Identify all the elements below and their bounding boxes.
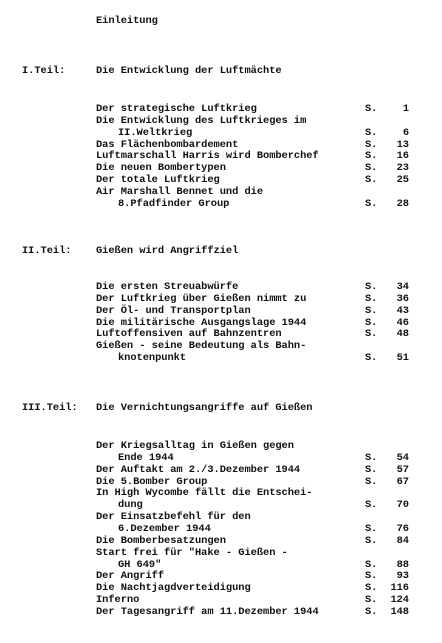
page-abbrev: S. (365, 352, 378, 365)
page-abbrev: S. (365, 292, 378, 305)
part-label: III.Teil: (22, 402, 78, 414)
page-abbrev: S. (365, 138, 378, 151)
toc-entry-line: Die Entwicklung des Luftkrieges im (96, 114, 307, 127)
page-abbrev: S. (365, 304, 378, 317)
part-label: I.Teil: (22, 65, 66, 77)
toc-entry-line: In High Wycombe fällt die Entschei- (96, 487, 313, 500)
page-number: 124 (390, 594, 409, 607)
toc-entry-line: Die ersten Streuabwürfe (96, 281, 239, 293)
page-number: 28 (396, 197, 409, 210)
page-number: 70 (396, 499, 409, 512)
page-abbrev: S. (365, 281, 378, 293)
page-number: 46 (396, 316, 409, 329)
part-title: Die Entwicklung der Luftmächte (96, 65, 282, 77)
page-abbrev: S. (365, 594, 378, 607)
toc-entry-line: Inferno (96, 594, 140, 607)
contents-heading: Einleitung (96, 15, 158, 27)
page-abbrev: S. (365, 126, 378, 139)
toc-entry-line: Start frei für "Hake - Gießen - (96, 546, 288, 559)
page-number: 93 (396, 570, 409, 583)
page-abbrev: S. (365, 570, 378, 583)
toc-entry-line: Der Einsatzbefehl für den (96, 511, 251, 524)
page-number: 54 (396, 451, 409, 464)
toc-entry-line: Der totale Luftkrieg (96, 174, 220, 187)
page-number: 16 (396, 150, 409, 163)
toc-entry-line: Der Tagesangriff am 11.Dezember 1944 (96, 605, 319, 618)
page-number: 57 (396, 463, 409, 476)
toc-entry-line: Air Marshall Bennet und die (96, 185, 264, 198)
page-number: 34 (396, 281, 409, 293)
page-abbrev: S. (365, 316, 378, 329)
toc-entry-line: Die Nachtjagdverteidigung (96, 582, 251, 595)
toc-entry-line: Der Luftkrieg über Gießen nimmt zu (96, 292, 307, 305)
toc-entry-line: Die 5.Bomber Group (96, 475, 208, 488)
page-abbrev: S. (365, 150, 378, 163)
page-abbrev: S. (365, 174, 378, 187)
part-label: II.Teil: (22, 245, 72, 257)
toc-entry-line: Die militärische Ausgangslage 1944 (96, 316, 307, 329)
toc-entry-line: 6.Dezember 1944 (118, 522, 211, 535)
page-number: 36 (396, 292, 409, 305)
toc-entry-line: Ende 1944 (118, 451, 174, 464)
page-abbrev: S. (365, 522, 378, 535)
page-abbrev: S. (365, 162, 378, 175)
toc-entry-line: Das Flächenbombardement (96, 138, 239, 151)
page-number: 116 (390, 582, 409, 595)
page-number: 84 (396, 534, 409, 547)
toc-entry-line: Die neuen Bombertypen (96, 162, 226, 175)
page-number: 51 (396, 352, 409, 365)
page-abbrev: S. (365, 605, 378, 618)
toc-entry-line: Gießen - seine Bedeutung als Bahn- (96, 340, 307, 353)
toc-entry-line: II.Weltkrieg (118, 126, 193, 139)
page-number: 13 (396, 138, 409, 151)
toc-entry-line: 8.Pfadfinder Group (118, 197, 230, 210)
page-abbrev: S. (365, 463, 378, 476)
toc-entry-line: knotenpunkt (118, 352, 187, 365)
page-number: 1 (402, 103, 409, 115)
toc-entry-line: Luftoffensiven auf Bahnzentren (96, 328, 282, 341)
page-number: 43 (396, 304, 409, 317)
page-abbrev: S. (365, 499, 378, 512)
part-title: Gießen wird Angriffziel (96, 245, 239, 257)
toc-entry-line: Der Angriff (96, 570, 165, 583)
page-abbrev: S. (365, 328, 378, 341)
page-number: 25 (396, 174, 409, 187)
page-number: 76 (396, 522, 409, 535)
toc-entry-line: Der Öl- und Transportplan (96, 304, 251, 317)
page-number: 88 (396, 558, 409, 571)
toc-entry-line: Der Kriegsalltag in Gießen gegen (96, 440, 294, 452)
toc-entry-line: Der Auftakt am 2./3.Dezember 1944 (96, 463, 301, 476)
toc-entry-line: GH 649" (118, 558, 162, 571)
page-number: 148 (390, 605, 409, 618)
page-abbrev: S. (365, 451, 378, 464)
toc-entry-line: Luftmarschall Harris wird Bomberchef (96, 150, 319, 163)
page-abbrev: S. (365, 558, 378, 571)
page-abbrev: S. (365, 197, 378, 210)
toc-entry-line: Der strategische Luftkrieg (96, 103, 257, 115)
page-abbrev: S. (365, 475, 378, 488)
page-number: 48 (396, 328, 409, 341)
page-abbrev: S. (365, 582, 378, 595)
toc-entry-line: dung (118, 499, 143, 512)
toc-entry-line: Die Bomberbesatzungen (96, 534, 226, 547)
page-number: 67 (396, 475, 409, 488)
page-number: 6 (402, 126, 409, 139)
page-abbrev: S. (365, 103, 378, 115)
part-title: Die Vernichtungsangriffe auf Gießen (96, 402, 313, 414)
page-abbrev: S. (365, 534, 378, 547)
page-number: 23 (396, 162, 409, 175)
